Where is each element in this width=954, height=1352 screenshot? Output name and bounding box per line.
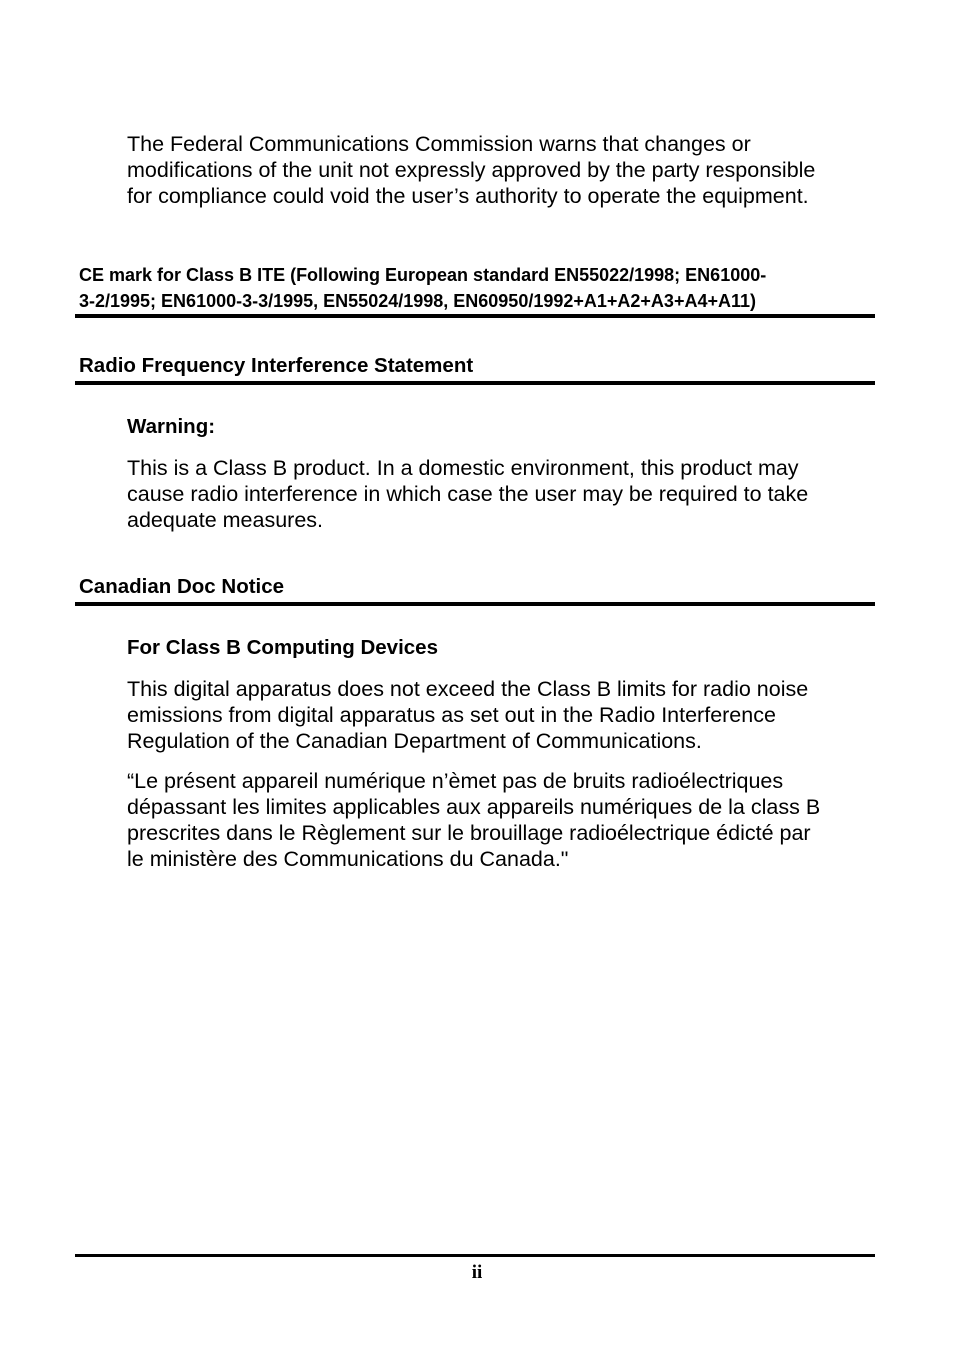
text-line: le ministère des Communications du Canada." (127, 847, 569, 871)
section-heading-text: Radio Frequency Interference Statement (79, 354, 474, 377)
section-divider (75, 314, 875, 318)
text-line: The Federal Communications Commission warns that changes or (127, 132, 751, 156)
canada-section-heading (79, 574, 284, 600)
text-line: cause radio interference in which case the user may be required to take (127, 482, 809, 506)
subheading-text: For Class B Computing Devices (127, 636, 438, 659)
rfi-paragraph (127, 455, 808, 533)
ce-mark-heading (79, 262, 766, 314)
warning-label-text: Warning: (127, 415, 216, 438)
rfi-section-heading (79, 353, 473, 379)
warning-label (127, 414, 215, 440)
section-divider (75, 381, 875, 385)
section-divider (75, 602, 875, 606)
text-line: emissions from digital apparatus as set out in the Radio Interference (127, 703, 776, 727)
fcc-warning-paragraph (127, 131, 815, 209)
canada-english-paragraph (127, 676, 808, 754)
page-number: ii (471, 1262, 483, 1283)
text-line: “Le présent appareil numérique n’èmet pas de bruits radioélectriques (127, 769, 784, 793)
text-line: for compliance could void the user’s authority to operate the equipment. (127, 184, 809, 208)
text-line: 3-2/1995; EN61000-3-3/1995, EN55024/1998, EN60950/1992+A1+A2+A3+A4+A11) (79, 291, 756, 311)
text-line: This is a Class B product. In a domestic environment, this product may (127, 456, 799, 480)
text-line: dépassant les limites applicables aux appareils numériques de la class B (127, 795, 821, 819)
text-line: This digital apparatus does not exceed the Class B limits for radio noise (127, 677, 809, 701)
text-line: CE mark for Class B ITE (Following European standard EN55022/1998; EN61000- (79, 265, 767, 285)
footer-divider (75, 1254, 875, 1257)
text-line: prescrites dans le Règlement sur le brouillage radioélectrique édicté par (127, 821, 811, 845)
text-line: modifications of the unit not expressly approved by the party responsible (127, 158, 816, 182)
text-line: Regulation of the Canadian Department of Communications. (127, 729, 702, 753)
canada-french-paragraph (127, 768, 820, 872)
section-heading-text: Canadian Doc Notice (79, 575, 285, 598)
text-line: adequate measures. (127, 508, 324, 532)
class-b-subheading (127, 635, 438, 661)
